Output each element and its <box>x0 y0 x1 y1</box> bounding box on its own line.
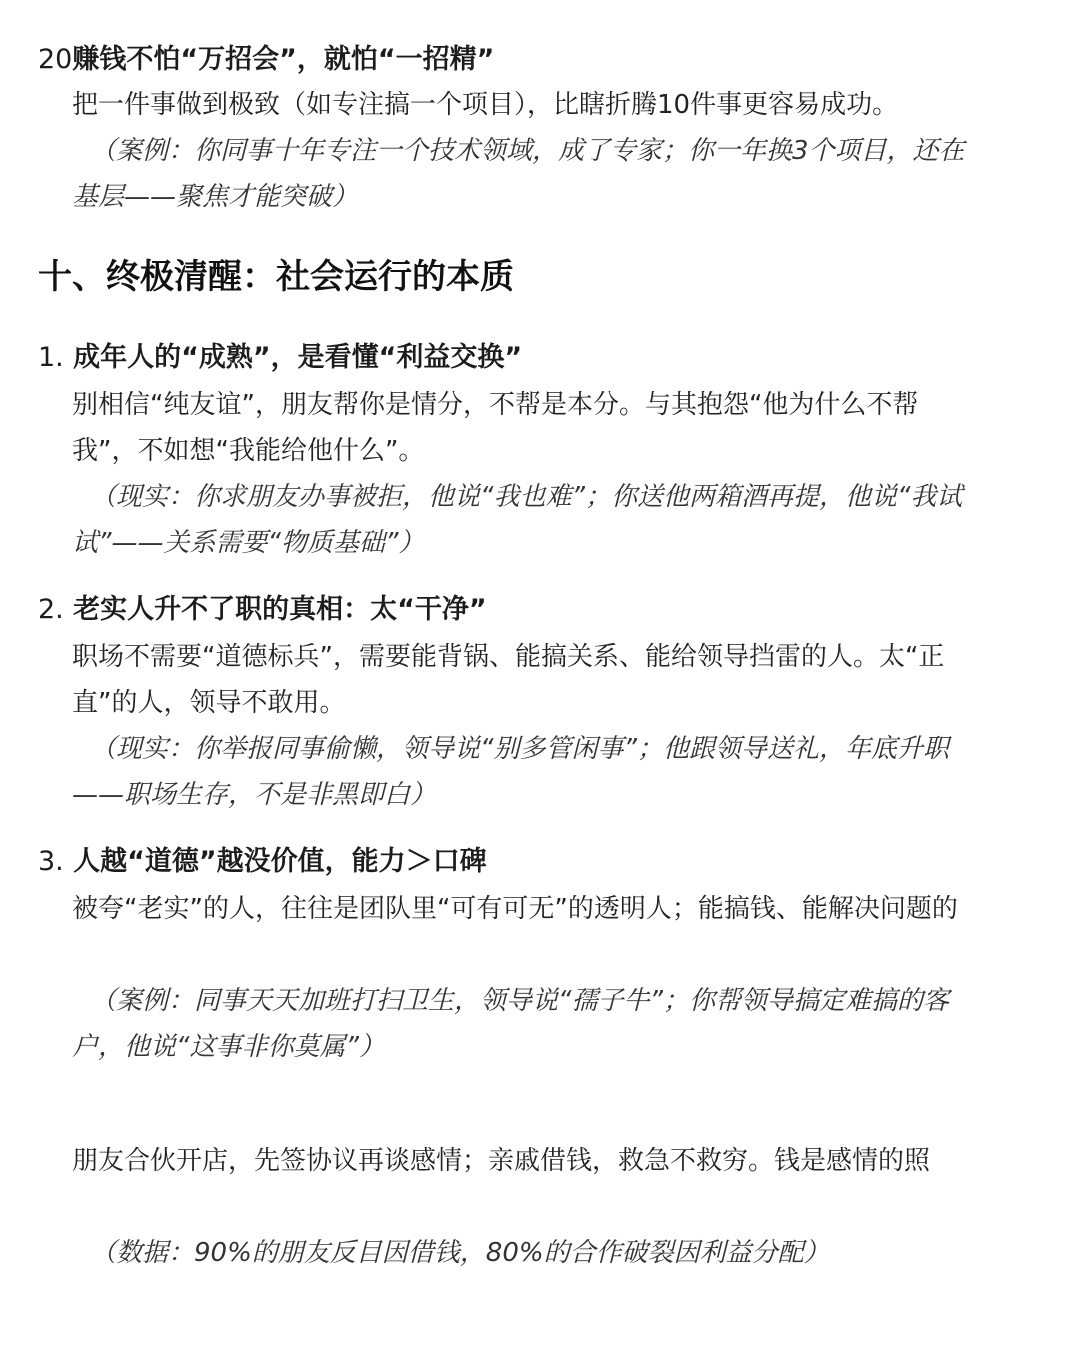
item-20-note-line-1: （案例：你同事十年专注一个技术领域，成了专家；你一年换3个项目，还在 <box>90 136 965 166</box>
item-2-title: 老实人升不了职的真相：太“干净” <box>73 594 487 625</box>
tail-note: （数据：90%的朋友反目因借钱，80%的合作破裂因利益分配） <box>90 1238 830 1268</box>
item-2-note-line-2: ——职场生存，不是非黑即白） <box>72 780 437 810</box>
item-1-title: 成年人的“成熟”，是看懂“利益交换” <box>73 342 523 373</box>
tail-body: 朋友合伙开店，先签协议再谈感情；亲戚借钱，救急不救穷。钱是感情的照 <box>72 1146 931 1176</box>
item-1-number: 1. <box>38 342 64 373</box>
item-1-body-line-2: 我”，不如想“我能给他什么”。 <box>72 436 425 466</box>
item-20-note-line-2: 基层——聚焦才能突破） <box>72 182 359 212</box>
item-2-body-line-2: 直”的人，领导不敢用。 <box>72 688 346 718</box>
item-20-title: 赚钱不怕“万招会”，就怕“一招精” <box>72 44 495 75</box>
item-20-number: 20 <box>38 44 73 75</box>
item-1-heading <box>38 340 522 376</box>
item-3-title: 人越“道德”越没价值，能力＞口碑 <box>73 846 487 877</box>
item-3-heading <box>38 844 487 880</box>
item-3-note-line-2: 户，他说“这事非你莫属”） <box>72 1032 385 1062</box>
item-20-body: 把一件事做到极致（如专注搞一个项目），比瞎折腾10件事更容易成功。 <box>72 90 899 120</box>
item-1-note-line-2: 试”——关系需要“物质基础”） <box>72 528 425 558</box>
item-3-body-line-1: 被夸“老实”的人，往往是团队里“可有可无”的透明人；能搞钱、能解决问题的 <box>72 894 958 924</box>
item-2-heading <box>38 592 487 628</box>
section-heading: 十、终极清醒：社会运行的本质 <box>38 257 514 297</box>
item-2-number: 2. <box>38 594 64 625</box>
item-1-body-line-1: 别相信“纯友谊”，朋友帮你是情分，不帮是本分。与其抱怨“他为什么不帮 <box>72 390 919 420</box>
item-20-heading <box>38 42 494 78</box>
item-2-body-line-1: 职场不需要“道德标兵”，需要能背锅、能搞关系、能给领导挡雷的人。太“正 <box>72 642 945 672</box>
item-3-note-line-1: （案例：同事天天加班打扫卫生，领导说“孺子牛”；你帮领导搞定难搞的客 <box>90 986 949 1016</box>
item-1-note-line-1: （现实：你求朋友办事被拒，他说“我也难”；你送他两箱酒再提，他说“我试 <box>90 482 963 512</box>
item-3-number: 3. <box>38 846 64 877</box>
item-2-note-line-1: （现实：你举报同事偷懒，领导说“别多管闲事”；他跟领导送礼，年底升职 <box>90 734 949 764</box>
